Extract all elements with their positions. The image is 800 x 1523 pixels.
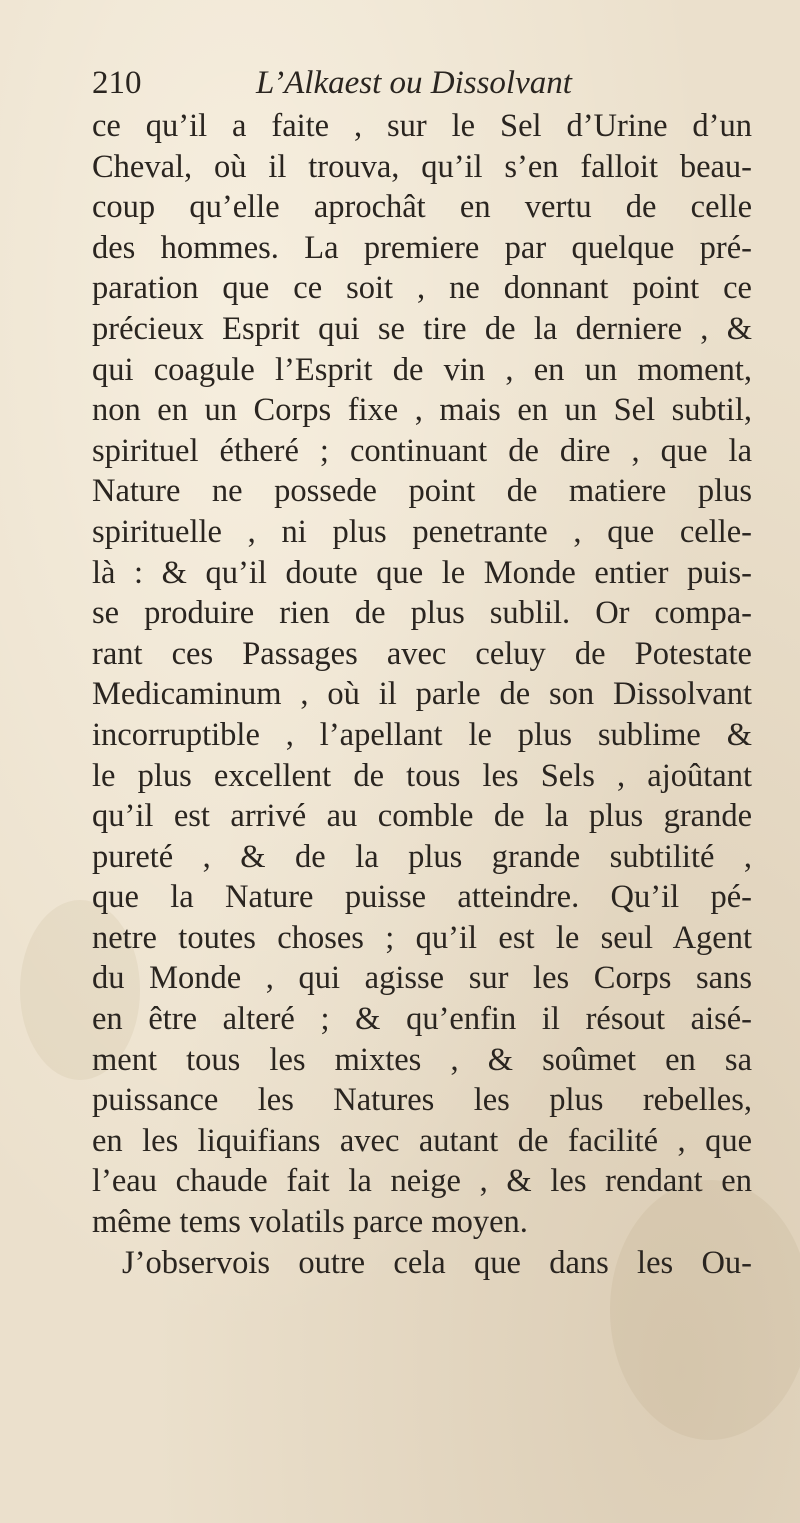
text-line: Nature ne possede point de matiere plus (92, 473, 752, 510)
text-line: Cheval, où il trouva, qu’il s’en falloit beau- (92, 148, 752, 185)
text-line: spirituel étheré ; continuant de dire , que la (92, 432, 752, 469)
text-line: en être alteré ; & qu’enfin il résout aisé- (92, 1001, 752, 1038)
text-line: des hommes. La premiere par quelque pré- (92, 229, 752, 266)
text-line: même tems volatils parce moyen. (92, 1204, 528, 1241)
text-line: pureté , & de la plus grande subtilité , (92, 838, 752, 875)
text-line: Medicaminum , où il parle de son Dissolvant (92, 676, 752, 713)
body-text (92, 106, 752, 1283)
text-line: J’observois outre cela que dans les Ou- (122, 1244, 752, 1281)
text-line: puissance les Natures les plus rebelles, (92, 1082, 752, 1119)
text-line: là : & qu’il doute que le Monde entier puis- (92, 554, 752, 591)
text-line: spirituelle , ni plus penetrante , que celle- (92, 513, 752, 550)
text-line: netre toutes choses ; qu’il est le seul Agent (92, 919, 752, 956)
running-title: L’Alkaest ou Dissolvant (256, 65, 572, 101)
text-line: ment tous les mixtes , & soûmet en sa (92, 1041, 752, 1078)
text-line: se produire rien de plus sublil. Or compa- (92, 595, 752, 632)
text-line: non en un Corps fixe , mais en un Sel subtil, (92, 392, 752, 429)
text-line: le plus excellent de tous les Sels , ajoûtant (92, 757, 752, 794)
text-line: paration que ce soit , ne donnant point ce (92, 270, 752, 307)
text-line: du Monde , qui agisse sur les Corps sans (92, 960, 752, 997)
text-line: que la Nature puisse atteindre. Qu’il pé- (92, 879, 752, 916)
text-line: l’eau chaude fait la neige , & les rendant en (92, 1163, 752, 1200)
text-line: rant ces Passages avec celuy de Potestate (92, 635, 752, 672)
text-line: ce qu’il a faite , sur le Sel d’Urine d’un (92, 108, 752, 144)
text-line: qu’il est arrivé au comble de la plus grande (92, 798, 752, 835)
text-line: en les liquifians avec autant de facilité , que (92, 1122, 752, 1159)
text-line: coup qu’elle aprochât en vertu de celle (92, 189, 752, 226)
running-header (92, 58, 742, 108)
text-line: incorruptible , l’apellant le plus sublime & (92, 716, 752, 753)
page-number: 210 (92, 65, 142, 101)
text-line: précieux Esprit qui se tire de la derniere , & (92, 310, 752, 347)
text-line: qui coagule l’Esprit de vin , en un moment, (92, 351, 752, 388)
